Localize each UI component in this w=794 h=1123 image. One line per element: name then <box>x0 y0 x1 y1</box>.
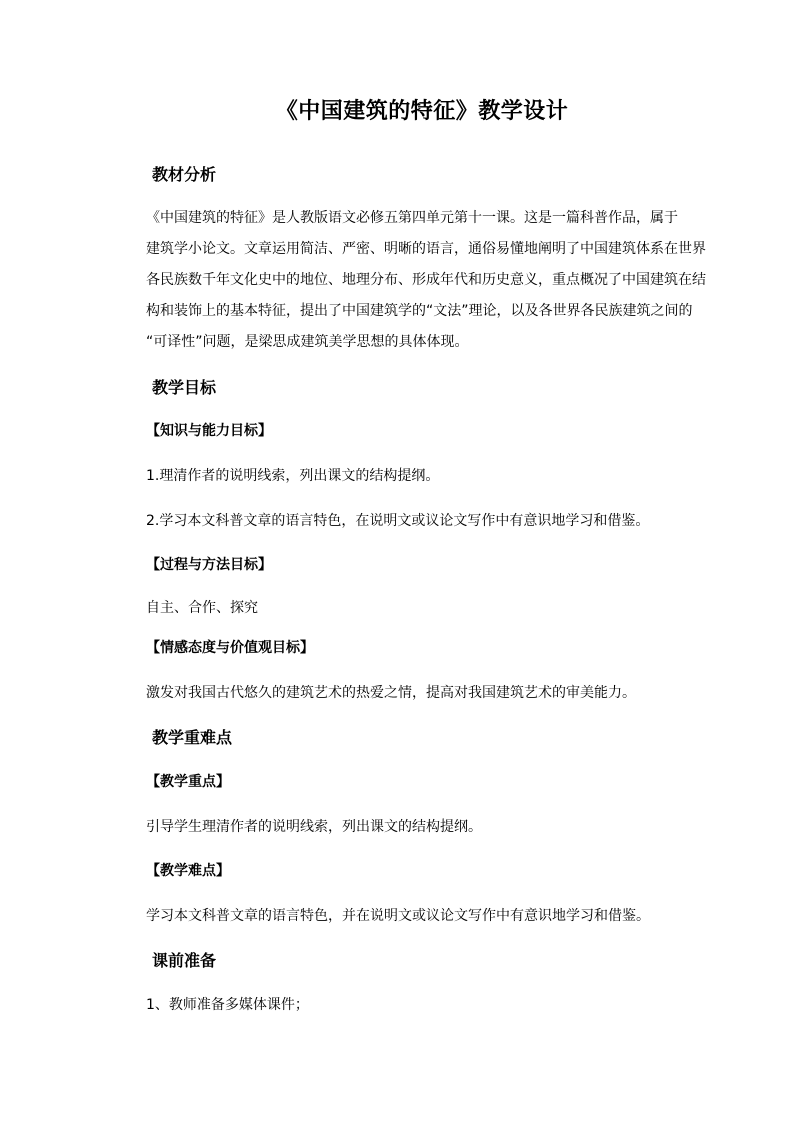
difficulty-label: 【教学难点】 <box>146 863 230 879</box>
emotion-goal-text: 激发对我国古代悠久的建筑艺术的热爱之情，提高对我国建筑艺术的审美能力。 <box>146 685 636 701</box>
paragraph-line: “可译性”问题，是梁思成建筑美学思想的具体体现。 <box>146 334 469 350</box>
prep-item: 1、教师准备多媒体课件； <box>146 997 309 1013</box>
section-heading-goals: 教学目标 <box>152 378 217 397</box>
analysis-paragraph <box>146 203 706 358</box>
section-heading-prep: 课前准备 <box>152 951 217 970</box>
difficulty-text: 学习本文科普文章的语言特色，并在说明文或议论文写作中有意识地学习和借鉴。 <box>146 908 650 924</box>
emotion-goal-label: 【情感态度与价值观目标】 <box>146 640 314 656</box>
focus-text: 引导学生理清作者的说明线索，列出课文的结构提纲。 <box>146 819 482 835</box>
section-heading-analysis: 教材分析 <box>152 165 217 184</box>
paragraph-line: 建筑学小论文。文章运用简洁、严密、明晰的语言，通俗易懂地阐明了中国建筑体系在世界 <box>146 241 706 257</box>
knowledge-goal-item: 1.理清作者的说明线索，列出课文的结构提纲。 <box>146 468 440 484</box>
paragraph-line: 各民族数千年文化史中的地位、地理分布、形成年代和历史意义，重点概况了中国建筑在结 <box>146 272 706 288</box>
section-heading-keypoints: 教学重难点 <box>152 728 233 747</box>
paragraph-line: 构和装饰上的基本特征，提出了中国建筑学的“文法”理论，以及各世界各民族建筑之间的 <box>146 303 693 319</box>
document-title: 《中国建筑的特征》教学设计 <box>275 99 569 124</box>
focus-label: 【教学重点】 <box>146 774 230 790</box>
knowledge-goal-label: 【知识与能力目标】 <box>146 423 272 439</box>
paragraph-line: 《中国建筑的特征》是人教版语文必修五第四单元第十一课。这是一篇科普作品，属于 <box>146 210 678 226</box>
process-goal-label: 【过程与方法目标】 <box>146 557 272 573</box>
knowledge-goal-item: 2.学习本文科普文章的语言特色，在说明文或议论文写作中有意识地学习和借鉴。 <box>146 513 650 529</box>
process-goal-text: 自主、合作、探究 <box>146 600 258 616</box>
